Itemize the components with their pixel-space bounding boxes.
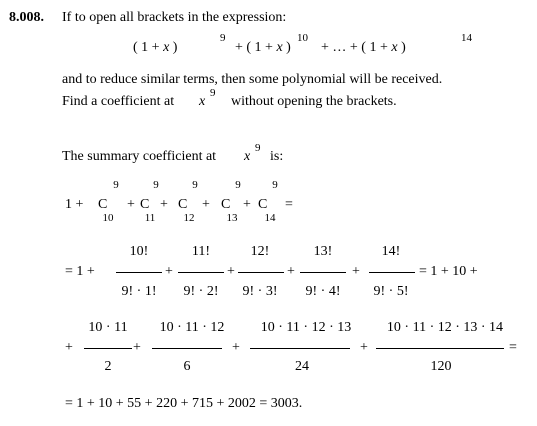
combination-top: 9 (192, 179, 198, 191)
statement-variable-x: x (199, 94, 206, 109)
solution-variable-x: x (244, 149, 251, 164)
equals-sign: = (509, 340, 517, 355)
plus-sign: + (352, 264, 360, 279)
fraction-numerator: 14! (381, 244, 401, 259)
equals-sign: = (285, 197, 293, 212)
problem-statement-line-3: Find a coefficient at (62, 94, 175, 109)
fraction-bar (250, 348, 350, 349)
combination-top: 9 (272, 179, 278, 191)
fraction-denominator: 9! · 4! (305, 284, 341, 299)
plus-sign: + (243, 197, 251, 212)
combination-symbol: C (178, 197, 188, 212)
fraction-numerator: 11! (191, 244, 211, 259)
expression-term-2: + ( 1 + x ) (235, 40, 291, 55)
fraction-denominator: 9! · 2! (183, 284, 219, 299)
solution-intro: The summary coefficient at (62, 149, 217, 164)
plus-sign: + (133, 340, 141, 355)
fraction-bar (369, 272, 415, 273)
fraction-numerator: 10 · 11 (88, 320, 128, 335)
fraction-denominator: 9! · 5! (373, 284, 409, 299)
plus-sign: + (165, 264, 173, 279)
problem-statement-line-2: and to reduce similar terms, then some polynomial will be received. (62, 72, 443, 87)
fraction-numerator: 10! (129, 244, 149, 259)
combination-symbol: C (98, 197, 108, 212)
combination-symbol: C (258, 197, 268, 212)
fraction-numerator: 10 · 11 · 12 · 13 (260, 320, 352, 335)
fraction-bar (178, 272, 224, 273)
statement-tail: without opening the brackets. (231, 94, 397, 109)
combination-top: 9 (235, 179, 241, 191)
plus-sign: + (360, 340, 368, 355)
expression-exponent-1: 9 (220, 32, 226, 44)
problem-number: 8.008. (9, 10, 44, 25)
combination-bottom: 12 (183, 212, 195, 224)
fraction-denominator: 6 (183, 359, 191, 374)
fraction-denominator: 9! · 3! (242, 284, 278, 299)
fraction-bar (116, 272, 162, 273)
combination-symbol: C (140, 197, 150, 212)
fraction-numerator: 12! (250, 244, 270, 259)
final-result: = 1 + 10 + 55 + 220 + 715 + 2002 = 3003. (65, 396, 303, 411)
plus-sign: + (287, 264, 295, 279)
expression-term-3: + … + ( 1 + x ) (321, 40, 406, 55)
fraction-numerator: 13! (313, 244, 333, 259)
factorial-tail: = 1 + 10 + (419, 264, 478, 279)
fraction-bar (376, 348, 504, 349)
solution-exponent: 9 (255, 142, 261, 154)
fraction-numerator: 10 · 11 · 12 (159, 320, 225, 335)
combination-bottom: 14 (264, 212, 276, 224)
combination-top: 9 (113, 179, 119, 191)
expression-exponent-3: 14 (461, 32, 472, 44)
combination-bottom: 13 (226, 212, 238, 224)
combination-bottom: 10 (102, 212, 114, 224)
product-lead: + (65, 340, 73, 355)
fraction-denominator: 24 (295, 359, 309, 374)
plus-sign: + (160, 197, 168, 212)
fraction-denominator: 2 (104, 359, 112, 374)
combination-bottom: 11 (144, 212, 156, 224)
statement-exponent: 9 (210, 87, 216, 99)
factorial-lead: = 1 + (65, 264, 95, 279)
plus-sign: + (127, 197, 135, 212)
fraction-denominator: 9! · 1! (121, 284, 157, 299)
combination-lead: 1 + (65, 197, 84, 212)
fraction-bar (84, 348, 132, 349)
expression-term-1: ( 1 + x ) (133, 40, 178, 55)
expression-exponent-2: 10 (297, 32, 308, 44)
fraction-numerator: 10 · 11 · 12 · 13 · 14 (386, 320, 504, 335)
fraction-bar (152, 348, 222, 349)
plus-sign: + (232, 340, 240, 355)
fraction-denominator: 120 (430, 359, 452, 374)
combination-symbol: C (221, 197, 231, 212)
combination-top: 9 (153, 179, 159, 191)
fraction-bar (238, 272, 284, 273)
solution-intro-tail: is: (270, 149, 284, 164)
problem-statement-line-1: If to open all brackets in the expression: (62, 10, 287, 25)
plus-sign: + (202, 197, 210, 212)
fraction-bar (300, 272, 346, 273)
plus-sign: + (227, 264, 235, 279)
